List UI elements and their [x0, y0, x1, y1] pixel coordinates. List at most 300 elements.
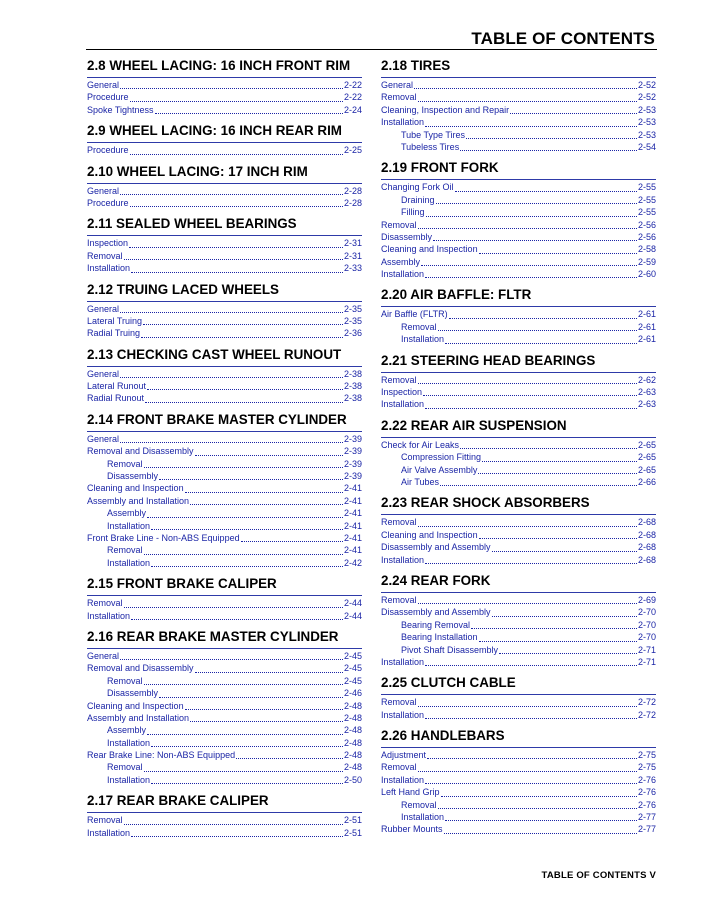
toc-entry-link[interactable]: [87, 327, 362, 339]
toc-entry-link[interactable]: [381, 321, 656, 333]
dot-leader: [418, 595, 637, 604]
dot-leader: [120, 651, 343, 660]
toc-section: [381, 572, 656, 668]
entry-label: Removal: [381, 594, 417, 605]
dot-leader: [466, 130, 637, 139]
dot-leader: [185, 484, 343, 493]
toc-entry-link[interactable]: [87, 445, 362, 457]
section-entries: [381, 306, 656, 345]
dot-leader: [478, 465, 637, 474]
entry-page-number: 2-48: [343, 750, 362, 761]
entry-label: Installation: [381, 774, 425, 785]
entry-page-number: 2-45: [343, 663, 362, 674]
toc-entry-link[interactable]: [87, 749, 362, 761]
dot-leader: [147, 509, 343, 518]
entry-label: Installation: [381, 709, 425, 720]
entry-label: Lateral Runout: [87, 381, 147, 392]
entry-label: General: [87, 368, 120, 379]
entry-page-number: 2-53: [637, 104, 656, 115]
dot-leader: [144, 546, 343, 555]
toc-entry-link[interactable]: [87, 392, 362, 404]
entry-page-number: 2-65: [637, 452, 656, 463]
dot-leader: [144, 459, 343, 468]
entry-label: Removal: [107, 458, 143, 469]
dot-leader: [130, 146, 343, 155]
entry-page-number: 2-35: [343, 315, 362, 326]
entry-page-number: 2-41: [343, 532, 362, 543]
dot-leader: [479, 633, 637, 642]
toc-section: [381, 494, 656, 566]
toc-entry-link[interactable]: [381, 709, 656, 721]
toc-entry-link[interactable]: [87, 724, 362, 736]
toc-entry-link[interactable]: [381, 786, 656, 798]
entry-page-number: 2-55: [637, 182, 656, 193]
toc-entry-link[interactable]: [87, 520, 362, 532]
dot-leader: [151, 521, 343, 530]
entry-page-number: 2-61: [637, 334, 656, 345]
entry-page-number: 2-52: [637, 92, 656, 103]
toc-entry-link[interactable]: [381, 129, 656, 141]
toc-section: [87, 215, 362, 274]
toc-entry-link[interactable]: [381, 529, 656, 541]
entry-label: Disassembly and Assembly: [381, 607, 491, 618]
toc-entry-link[interactable]: [381, 206, 656, 218]
toc-entry-link[interactable]: [87, 368, 362, 380]
toc-entry-link[interactable]: [87, 79, 362, 91]
dot-leader: [120, 304, 343, 313]
entry-label: General: [87, 80, 120, 90]
entry-label: Disassembly and Assembly: [381, 542, 491, 553]
toc-entry-link[interactable]: [87, 774, 362, 786]
dot-leader: [144, 676, 343, 685]
entry-label: Removal: [401, 321, 437, 332]
dot-leader: [130, 93, 343, 102]
toc-entry-link[interactable]: [381, 594, 656, 606]
entry-page-number: 2-39: [343, 433, 362, 444]
section-entries: [87, 366, 362, 405]
toc-entry-link[interactable]: [381, 619, 656, 631]
dot-leader: [425, 710, 637, 719]
dot-leader: [129, 239, 343, 248]
entry-label: Cleaning, Inspection and Repair: [381, 104, 510, 115]
entry-page-number: 2-65: [637, 439, 656, 450]
toc-entry-link[interactable]: [87, 262, 362, 274]
entry-page-number: 2-61: [637, 309, 656, 320]
entry-label: Removal: [87, 815, 123, 826]
toc-entry-link[interactable]: [381, 541, 656, 553]
toc-entry-link[interactable]: [381, 386, 656, 398]
entry-label: Check for Air Leaks: [381, 439, 460, 450]
dot-leader: [425, 400, 637, 409]
toc-entry-link[interactable]: [381, 799, 656, 811]
toc-section: [87, 792, 362, 839]
section-entries: [87, 183, 362, 210]
dot-leader: [444, 825, 637, 834]
toc-entry-link[interactable]: [87, 250, 362, 262]
dot-leader: [190, 496, 343, 505]
entry-page-number: 2-44: [343, 610, 362, 621]
entry-page-number: 2-65: [637, 464, 656, 475]
entry-label: Cleaning and Inspection: [87, 700, 184, 711]
entry-page-number: 2-68: [637, 517, 656, 528]
dot-leader: [195, 447, 343, 456]
dot-leader: [421, 257, 637, 266]
dot-leader: [510, 105, 637, 114]
entry-page-number: 2-51: [343, 815, 362, 826]
toc-entry-link[interactable]: [381, 439, 656, 451]
toc-entry-link[interactable]: [381, 606, 656, 618]
toc-entry-link[interactable]: [87, 237, 362, 249]
dot-leader: [124, 251, 343, 260]
toc-entry-link[interactable]: [381, 333, 656, 345]
section-entries: [381, 372, 656, 411]
toc-entry-link[interactable]: [381, 451, 656, 463]
entry-label: Assembly: [381, 256, 421, 267]
dot-leader: [151, 775, 343, 784]
section-entries: [381, 592, 656, 668]
dot-leader: [492, 608, 637, 617]
dot-leader: [195, 664, 343, 673]
toc-entry-link[interactable]: [381, 91, 656, 103]
dot-leader: [418, 93, 637, 102]
dot-leader: [151, 738, 343, 747]
entry-label: Filling: [401, 207, 425, 218]
entry-page-number: 2-72: [637, 697, 656, 708]
entry-label: Installation: [381, 554, 425, 565]
toc-entry-link[interactable]: [87, 507, 362, 519]
toc-entry-link[interactable]: [87, 144, 362, 156]
toc-entry-link[interactable]: [87, 197, 362, 209]
entry-page-number: 2-36: [343, 328, 362, 339]
entry-label: Installation: [381, 269, 425, 280]
dot-leader: [423, 387, 637, 396]
toc-entry-link[interactable]: [87, 687, 362, 699]
entry-page-number: 2-48: [343, 712, 362, 723]
dot-leader: [155, 105, 343, 114]
entry-label: Front Brake Line - Non-ABS Equipped: [87, 532, 240, 543]
dot-leader: [418, 375, 637, 384]
toc-entry-link[interactable]: [87, 303, 362, 315]
entry-label: Removal: [381, 92, 417, 103]
dot-leader: [479, 530, 637, 539]
section-title: 2.14 FRONT BRAKE MASTER CYLINDER: [87, 411, 347, 427]
dot-leader: [445, 335, 637, 344]
entry-label: Removal: [401, 799, 437, 810]
section-title: 2.10 WHEEL LACING: 17 INCH RIM: [87, 163, 308, 179]
entry-page-number: 2-50: [343, 774, 362, 785]
toc-entry-link[interactable]: [381, 696, 656, 708]
dot-leader: [438, 322, 637, 331]
entry-label: Removal: [87, 250, 123, 261]
toc-entry-link[interactable]: [381, 811, 656, 823]
entry-label: Installation: [381, 399, 425, 410]
toc-entry-link[interactable]: [381, 749, 656, 761]
section-entries: [381, 747, 656, 836]
toc-entry-link[interactable]: [87, 827, 362, 839]
entry-label: General: [381, 80, 414, 90]
dot-leader: [147, 726, 343, 735]
entry-page-number: 2-68: [637, 542, 656, 553]
entry-page-number: 2-44: [343, 598, 362, 609]
section-title: 2.13 CHECKING CAST WHEEL RUNOUT: [87, 346, 342, 362]
entry-label: Disassembly: [381, 231, 433, 242]
dot-leader: [124, 816, 343, 825]
toc-right-column: [381, 57, 656, 842]
entry-page-number: 2-51: [343, 827, 362, 838]
entry-label: General: [87, 303, 120, 314]
dot-leader: [425, 555, 637, 564]
entry-page-number: 2-56: [637, 219, 656, 230]
toc-entry-link[interactable]: [87, 700, 362, 712]
entry-label: Inspection: [87, 238, 129, 249]
toc-entry-link[interactable]: [87, 104, 362, 116]
dot-leader: [130, 198, 343, 207]
dot-leader: [427, 750, 637, 759]
dot-leader: [425, 118, 637, 127]
section-title: 2.19 FRONT FORK: [381, 160, 499, 176]
toc-entry-link[interactable]: [87, 91, 362, 103]
entry-page-number: 2-48: [343, 737, 362, 748]
entry-page-number: 2-48: [343, 762, 362, 773]
toc-entry-link[interactable]: [87, 458, 362, 470]
toc-entry-link[interactable]: [87, 610, 362, 622]
entry-page-number: 2-68: [637, 554, 656, 565]
entry-page-number: 2-61: [637, 321, 656, 332]
section-title: 2.26 HANDLEBARS: [381, 728, 505, 744]
toc-section: [87, 628, 362, 786]
dot-leader: [131, 611, 343, 620]
entry-label: Installation: [107, 774, 151, 785]
page-title: TABLE OF CONTENTS: [471, 29, 655, 48]
entry-page-number: 2-69: [637, 594, 656, 605]
toc-entry-link[interactable]: [381, 243, 656, 255]
section-entries: [87, 301, 362, 340]
entry-page-number: 2-55: [637, 194, 656, 205]
dot-leader: [241, 533, 343, 542]
dot-leader: [141, 329, 343, 338]
entry-label: Assembly and Installation: [87, 495, 190, 506]
toc-entry-link[interactable]: [381, 141, 656, 153]
toc-entry-link[interactable]: [381, 644, 656, 656]
toc-entry-link[interactable]: [381, 268, 656, 280]
entry-page-number: 2-25: [343, 145, 362, 156]
dot-leader: [499, 645, 637, 654]
entry-label: General: [87, 185, 120, 196]
dot-leader: [124, 599, 343, 608]
toc-entry-link[interactable]: [381, 656, 656, 668]
dot-leader: [418, 698, 637, 707]
entry-page-number: 2-63: [637, 387, 656, 398]
toc-entry-link[interactable]: [87, 185, 362, 197]
section-entries: [87, 142, 362, 156]
entry-label: Installation: [381, 656, 425, 667]
toc-section: [381, 674, 656, 721]
entry-label: Removal and Disassembly: [87, 446, 194, 457]
entry-label: Installation: [381, 117, 425, 128]
toc-entry-link[interactable]: [381, 823, 656, 835]
toc-entry-link[interactable]: [87, 557, 362, 569]
entry-label: Adjustment: [381, 750, 427, 761]
section-title: 2.16 REAR BRAKE MASTER CYLINDER: [87, 628, 339, 644]
entry-label: Installation: [107, 520, 151, 531]
toc-entry-link[interactable]: [87, 662, 362, 674]
entry-label: Air Tubes: [401, 476, 440, 487]
entry-page-number: 2-56: [637, 231, 656, 242]
entry-page-number: 2-71: [637, 644, 656, 655]
toc-entry-link[interactable]: [87, 470, 362, 482]
toc-section: [381, 352, 656, 411]
toc-section: [87, 411, 362, 569]
entry-page-number: 2-53: [637, 129, 656, 140]
entry-label: Tube Type Tires: [401, 129, 466, 140]
toc-entry-link[interactable]: [381, 464, 656, 476]
toc-entry-link[interactable]: [87, 650, 362, 662]
entry-page-number: 2-35: [343, 303, 362, 314]
entry-label: Removal: [381, 697, 417, 708]
entry-page-number: 2-24: [343, 104, 362, 115]
toc-entry-link[interactable]: [87, 761, 362, 773]
toc-entry-link[interactable]: [87, 597, 362, 609]
toc-entry-link[interactable]: [87, 433, 362, 445]
dot-leader: [414, 80, 637, 89]
toc-entry-link[interactable]: [87, 544, 362, 556]
dot-leader: [120, 369, 343, 378]
entry-label: Left Hand Grip: [381, 787, 440, 798]
toc-entry-link[interactable]: [381, 631, 656, 643]
toc-entry-link[interactable]: [381, 554, 656, 566]
entry-label: Removal and Disassembly: [87, 663, 194, 674]
toc-entry-link[interactable]: [381, 181, 656, 193]
section-entries: [87, 812, 362, 839]
entry-page-number: 2-77: [637, 824, 656, 835]
toc-section: [87, 281, 362, 340]
toc-entry-link[interactable]: [381, 761, 656, 773]
dot-leader: [120, 80, 343, 89]
toc-entry-link[interactable]: [87, 532, 362, 544]
toc-entry-link[interactable]: [381, 116, 656, 128]
dot-leader: [479, 245, 637, 254]
section-title: 2.8 WHEEL LACING: 16 INCH FRONT RIM: [87, 58, 351, 73]
entry-page-number: 2-31: [343, 238, 362, 249]
entry-label: Tubeless Tires: [401, 141, 460, 152]
entry-label: Installation: [87, 827, 131, 838]
toc-entry-link[interactable]: [381, 219, 656, 231]
entry-page-number: 2-54: [637, 141, 656, 152]
toc-entry-link[interactable]: [381, 398, 656, 410]
entry-label: Installation: [107, 557, 151, 568]
entry-page-number: 2-75: [637, 750, 656, 761]
toc-entry-link[interactable]: [381, 231, 656, 243]
dot-leader: [159, 689, 343, 698]
entry-page-number: 2-28: [343, 197, 362, 208]
toc-entry-link[interactable]: [87, 482, 362, 494]
toc-entry-link[interactable]: [87, 712, 362, 724]
dot-leader: [471, 620, 637, 629]
entry-label: Disassembly: [107, 471, 159, 482]
toc-section: [381, 286, 656, 345]
toc-entry-link[interactable]: [87, 814, 362, 826]
entry-label: Assembly and Installation: [87, 712, 190, 723]
entry-label: General: [87, 433, 120, 444]
section-title: 2.11 SEALED WHEEL BEARINGS: [87, 216, 297, 232]
section-title: 2.18 TIRES: [381, 58, 451, 73]
entry-page-number: 2-22: [343, 92, 362, 103]
section-entries: [87, 77, 362, 116]
toc-entry-link[interactable]: [381, 516, 656, 528]
toc-entry-link[interactable]: [87, 737, 362, 749]
entry-page-number: 2-38: [343, 381, 362, 392]
toc-entry-link[interactable]: [381, 104, 656, 116]
toc-section: [381, 57, 656, 153]
dot-leader: [147, 381, 343, 390]
entry-label: Radial Runout: [87, 393, 145, 404]
entry-page-number: 2-70: [637, 632, 656, 643]
toc-entry-link[interactable]: [381, 256, 656, 268]
dot-leader: [144, 763, 343, 772]
entry-page-number: 2-39: [343, 471, 362, 482]
entry-page-number: 2-76: [637, 774, 656, 785]
toc-entry-link[interactable]: [381, 774, 656, 786]
entry-label: Procedure: [87, 92, 129, 103]
toc-entry-link[interactable]: [87, 675, 362, 687]
entry-label: Spoke Tightness: [87, 104, 154, 115]
toc-entry-link[interactable]: [381, 476, 656, 488]
entry-label: Installation: [87, 610, 131, 621]
dot-leader: [460, 142, 637, 151]
section-title: 2.25 CLUTCH CABLE: [381, 675, 516, 691]
entry-label: Inspection: [381, 387, 423, 398]
toc-entry-link[interactable]: [381, 308, 656, 320]
entry-label: Air Valve Assembly: [401, 464, 478, 475]
dot-leader: [190, 713, 343, 722]
entry-page-number: 2-68: [637, 529, 656, 540]
entry-page-number: 2-77: [637, 812, 656, 823]
toc-entry-link[interactable]: [381, 374, 656, 386]
section-title: 2.21 STEERING HEAD BEARINGS: [381, 352, 596, 368]
section-entries: [381, 437, 656, 489]
toc-entry-link[interactable]: [87, 495, 362, 507]
dot-leader: [436, 195, 637, 204]
section-title: 2.23 REAR SHOCK ABSORBERS: [381, 495, 590, 511]
entry-page-number: 2-59: [637, 256, 656, 267]
toc-entry-link[interactable]: [87, 315, 362, 327]
dot-leader: [159, 471, 343, 480]
entry-label: Bearing Installation: [401, 632, 478, 643]
toc-entry-link[interactable]: [87, 380, 362, 392]
entry-page-number: 2-48: [343, 700, 362, 711]
entry-label: Assembly: [107, 725, 147, 736]
entry-page-number: 2-33: [343, 263, 362, 274]
toc-section: [87, 346, 362, 405]
dot-leader: [433, 232, 637, 241]
entry-page-number: 2-45: [343, 650, 362, 661]
entry-label: Draining: [401, 194, 435, 205]
entry-page-number: 2-41: [343, 508, 362, 519]
entry-label: General: [87, 650, 120, 661]
toc-section: [87, 57, 362, 116]
entry-page-number: 2-38: [343, 393, 362, 404]
toc-entry-link[interactable]: [381, 79, 656, 91]
entry-label: Lateral Truing: [87, 315, 143, 326]
entry-page-number: 2-63: [637, 399, 656, 410]
entry-label: Removal: [87, 598, 123, 609]
entry-label: Procedure: [87, 197, 129, 208]
toc-section: [381, 727, 656, 836]
section-title: 2.22 REAR AIR SUSPENSION: [381, 417, 567, 433]
entry-page-number: 2-28: [343, 185, 362, 196]
toc-entry-link[interactable]: [381, 194, 656, 206]
entry-page-number: 2-48: [343, 725, 362, 736]
